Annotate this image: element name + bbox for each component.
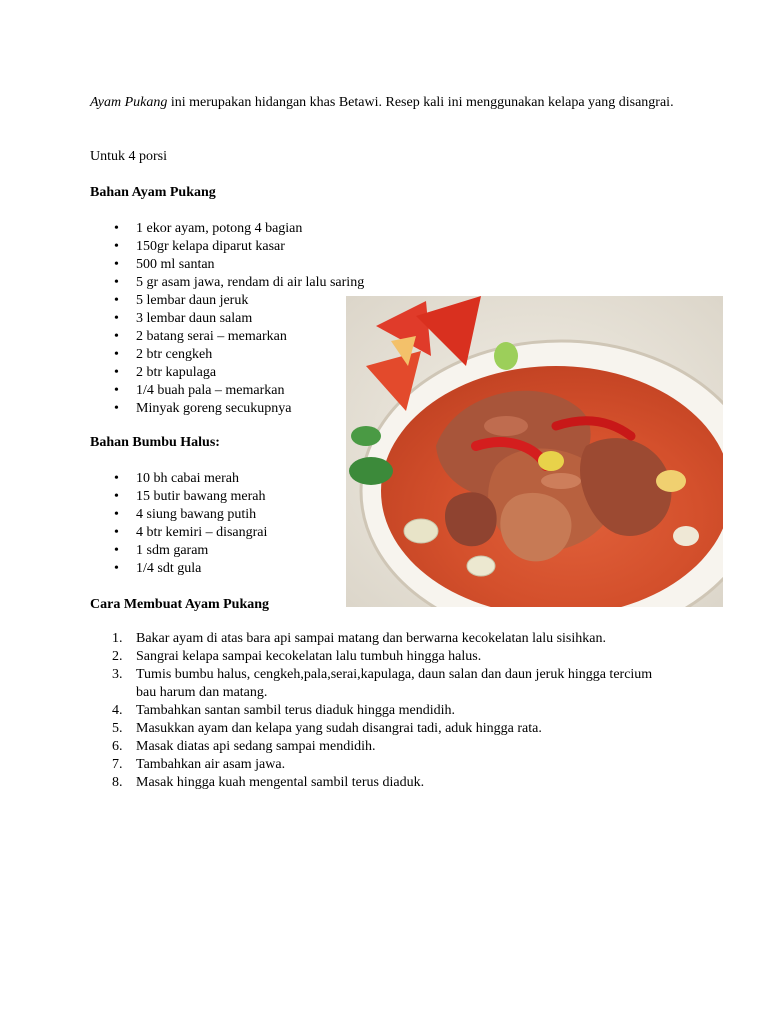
dish-photo bbox=[346, 296, 723, 607]
list-item: • 15 butir bawang merah bbox=[90, 488, 340, 506]
dish-illustration bbox=[346, 296, 723, 607]
list-item: • 5 gr asam jawa, rendam di air lalu saring bbox=[90, 274, 390, 292]
portion-text: Untuk 4 porsi bbox=[90, 149, 167, 164]
step-item: 3. Tumis bumbu halus, cengkeh,pala,serai,kapulaga, daun salan dan daun jeruk hingga tercium bau harum dan matang. bbox=[112, 667, 653, 700]
spice-list bbox=[90, 470, 340, 578]
step-item: 1. Bakar ayam di atas bara api sampai matang dan berwarna kecokelatan lalu sisihkan. bbox=[112, 631, 606, 646]
step-item: 6. Masak diatas api sedang sampai mendidih. bbox=[112, 739, 376, 754]
list-item: • 1/4 buah pala – memarkan bbox=[90, 382, 390, 400]
list-item: • 1 ekor ayam, potong 4 bagian bbox=[90, 220, 390, 238]
section-heading-spices: Bahan Bumbu Halus: bbox=[90, 435, 220, 450]
list-item: • 3 lembar daun salam bbox=[90, 310, 390, 328]
step-item: 5. Masukkan ayam dan kelapa yang sudah disangrai tadi, aduk hingga rata. bbox=[112, 721, 542, 736]
step-item: 2. Sangrai kelapa sampai kecokelatan lalu tumbuh hingga halus. bbox=[112, 649, 482, 664]
step-item: 8. Masak hingga kuah mengental sambil terus diaduk. bbox=[112, 775, 425, 790]
list-item: • 4 siung bawang putih bbox=[90, 506, 340, 524]
section-heading-steps: Cara Membuat Ayam Pukang bbox=[90, 597, 270, 612]
list-item: • 150gr kelapa diparut kasar bbox=[90, 238, 390, 256]
list-item: • Minyak goreng secukupnya bbox=[90, 400, 390, 418]
step-item: 7. Tambahkan air asam jawa. bbox=[112, 757, 286, 772]
list-item: • 2 btr kapulaga bbox=[90, 364, 390, 382]
step-item: 4. Tambahkan santan sambil terus diaduk hingga mendidih. bbox=[112, 703, 456, 718]
intro-paragraph bbox=[90, 94, 690, 112]
list-item: • 2 batang serai – memarkan bbox=[90, 328, 390, 346]
list-item: • 5 lembar daun jeruk bbox=[90, 292, 390, 310]
list-item: • 1/4 sdt gula bbox=[90, 560, 340, 578]
list-item: • 4 btr kemiri – disangrai bbox=[90, 524, 340, 542]
section-heading-ingredients: Bahan Ayam Pukang bbox=[90, 185, 216, 200]
ingredient-list bbox=[90, 220, 390, 418]
list-item: • 1 sdm garam bbox=[90, 542, 340, 560]
intro-text: ini merupakan hidangan khas Betawi. Resep kali ini menggunakan kelapa yang disangrai. bbox=[167, 95, 674, 110]
steps-list bbox=[90, 630, 660, 792]
list-item: • 10 bh cabai merah bbox=[90, 470, 340, 488]
intro-title: Ayam Pukang bbox=[90, 95, 168, 110]
list-item: • 2 btr cengkeh bbox=[90, 346, 390, 364]
list-item: • 500 ml santan bbox=[90, 256, 390, 274]
